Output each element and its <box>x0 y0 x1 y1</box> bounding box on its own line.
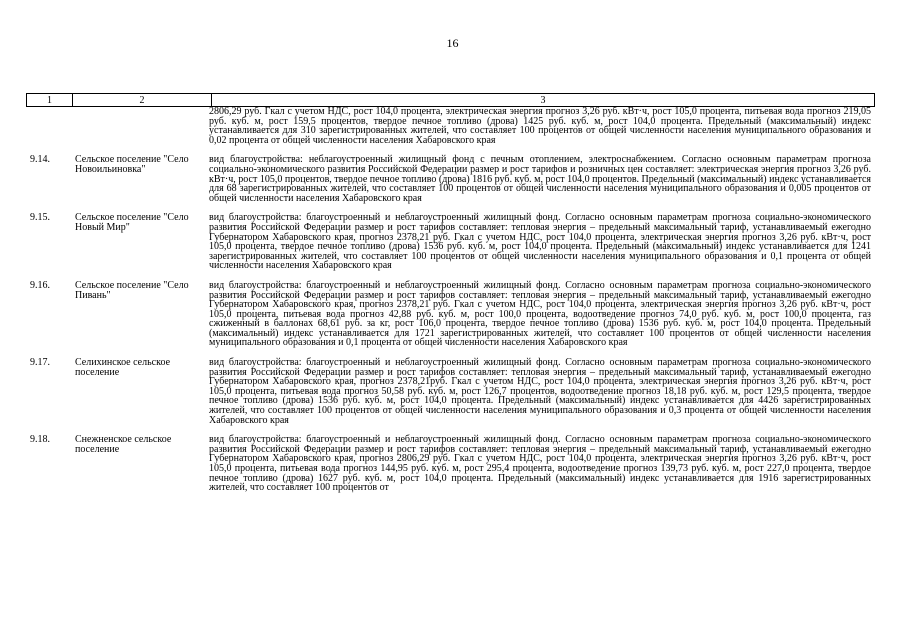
row-number: 9.17. <box>30 357 50 369</box>
row-description: вид благоустройства: благоустроенный и неблагоустроенный жилищный фонд. Согласно основным параметрам прогноза социально-экономического развития Российской Федерации размер и рост тарифов составляет: тепловая энергия – предельный максимальный тариф, устанавливаемый ежегодно Губернатором Хабаровского края, прогноз 2806,29 руб. Гкал с учетом НДС, рост 104,0 процента, электрическая энергия прогноз 3,26 руб. кВт·ч, рост 105,0 процента, питьевая вода прогноз 144,95 руб. куб. м, рост 295,4 процента, водоотведение прогноз 139,73 руб. куб. м, рост 227,0 процента, твердое печное топливо (дрова) 1627 руб. куб. м, рост 104,0 процента. Предельный (максимальный) индекс устанавливается для 1916 зарегистрированных жителей, что составляет 100 процентов от <box>209 434 871 494</box>
table-row <box>26 435 875 493</box>
table-body <box>26 107 875 503</box>
page-number: 16 <box>446 36 459 50</box>
row-number: 9.15. <box>30 212 50 224</box>
settlement-name: Сельское поселение "Село Новоильиновка" <box>75 154 189 175</box>
row-description: вид благоустройства: благоустроенный и неблагоустроенный жилищный фонд. Согласно основным параметрам прогноза социально-экономического развития Российской Федерации размер и рост тарифов составляет: тепловая энергия – предельный максимальный тариф, устанавливаемый ежегодно Губернатором Хабаровского края, прогноз 2378,21 руб. Гкал с учетом НДС, рост 104,0 процента, электрическая энергия прогноз 3,26 руб. кВт·ч, рост 105,0 процента, питьевая вода прогноз 42,88 руб. куб. м, рост 100,0 процента, водоотведение прогноз 74,0 руб. куб. м, рост 100,0 процента, газ сжиженный в баллонах 68,61 руб. за кг, рост 106,0 процента, твердое печное топливо (дрова) 1536 руб. куб. м, рост 104,0 процента. Предельный (максимальный) индекс устанавливается для 1721 зарегистрированных жителей, что составляет 100 процентов от общей численности населения муниципального образования и 0,1 процента от общей численности населения Хабаровского края <box>209 279 871 349</box>
row-number: 9.14. <box>30 154 50 166</box>
settlement-name: Сельское поселение "Село Пивань" <box>75 279 189 301</box>
row-number <box>26 107 71 145</box>
table-row <box>26 281 875 348</box>
row-number: 9.16. <box>30 279 50 291</box>
settlement-name: Сельское поселение "Село Новый Мир" <box>75 212 189 233</box>
row-description: вид благоустройства: благоустроенный и неблагоустроенный жилищный фонд. Согласно основным параметрам прогноза социально-экономического развития Российской Федерации размер и рост тарифов составляет: тепловая энергия – предельный максимальный тариф, устанавливаемый ежегодно Губернатором Хабаровского края, прогноз 2378,21руб. Гкал с учетом НДС, рост 104,0 процента, электрическая энергия прогноз 3,26 руб. кВт·ч, рост 105,0 процента, питьевая вода прогноз 50,58 руб. куб. м, рост 126,7 процентов, водоотведение прогноз 18,18 руб. куб. м, рост 129,5 процента, твердое печное топливо (дрова) 1536 руб. куб. м, рост 104,0 процента. Предельный (максимальный) индекс устанавливается для 4426 зарегистрированных жителей, что составляет 100 процентов от общей численности населения муниципального образования и 0,3 процента от общей численности населения Хабаровского края <box>209 357 871 426</box>
header-col-2: 2 <box>73 94 212 107</box>
settlement-name <box>71 107 209 145</box>
table-row <box>26 155 875 203</box>
table-header <box>26 93 875 107</box>
row-number: 9.18. <box>30 434 50 446</box>
table-row <box>26 213 875 271</box>
header-col-1: 1 <box>27 94 73 107</box>
row-description: вид благоустройства: благоустроенный и неблагоустроенный жилищный фонд. Согласно основным параметрам прогноза социально-экономического развития Российской Федерации размер и рост тарифов составляет: тепловая энергия – предельный максимальный тариф, устанавливаемый ежегодно Губернатором Хабаровского края, прогноз 2378,21 руб. Гкал с учетом НДС, рост 104,0 процента, электрическая энергия прогноз 3,26 руб. кВт·ч, рост 105,0 процента, твердое печное топливо (дрова) 1536 руб. куб. м, рост 104,0 процента. Предельный (максимальный) индекс устанавливается для 1241 зарегистрированных жителей, что составляет 100 процентов от общей численности населения муниципального образования и 0,1 процента от общей численности населения Хабаровского края <box>209 212 871 272</box>
row-description: 2806,29 руб. Гкал с учетом НДС, рост 104,0 процента, электрическая энергия прогноз 3,26 руб. кВт·ч, рост 105,0 процента, питьевая вода прогноз 219,05 руб. куб. м, рост 159,5 процентов, твердое печное топливо (дрова) 1425 руб. куб. м, рост 104,0 процента. Предельный (максимальный) индекс устанавливается для 310 зарегистрированных жителей, что составляет 100 процентов от общей численности населения муниципального образования и 0,02 процента от общей численности населения Хабаровского края <box>209 106 871 146</box>
header-col-3: 3 <box>212 94 875 107</box>
table-row <box>26 107 875 145</box>
table-row <box>26 358 875 425</box>
settlement-name: Селихинское сельское поселение <box>75 357 171 378</box>
settlement-name: Снежненское сельское поселение <box>75 434 172 455</box>
row-description: вид благоустройства: неблагоустроенный жилищный фонд с печным отоплением, электроснабжением. Согласно основным параметрам прогноза социально-экономического развития Российской Федерации размер и рост тарифов и розничных цен составляет: электрическая энергия прогноз 3,26 руб. кВт·ч, рост 105,0 процентов, твердое печное топливо (дрова) 1816 руб. куб. м, рост 104,0 процентов. Предельный (максимальный) индекс устанавливается для 68 зарегистрированных жителей, что составляет 100 процентов от общей численности населения муниципального образования и 0,005 процентов от общей численности населения Хабаровского края <box>209 154 871 204</box>
